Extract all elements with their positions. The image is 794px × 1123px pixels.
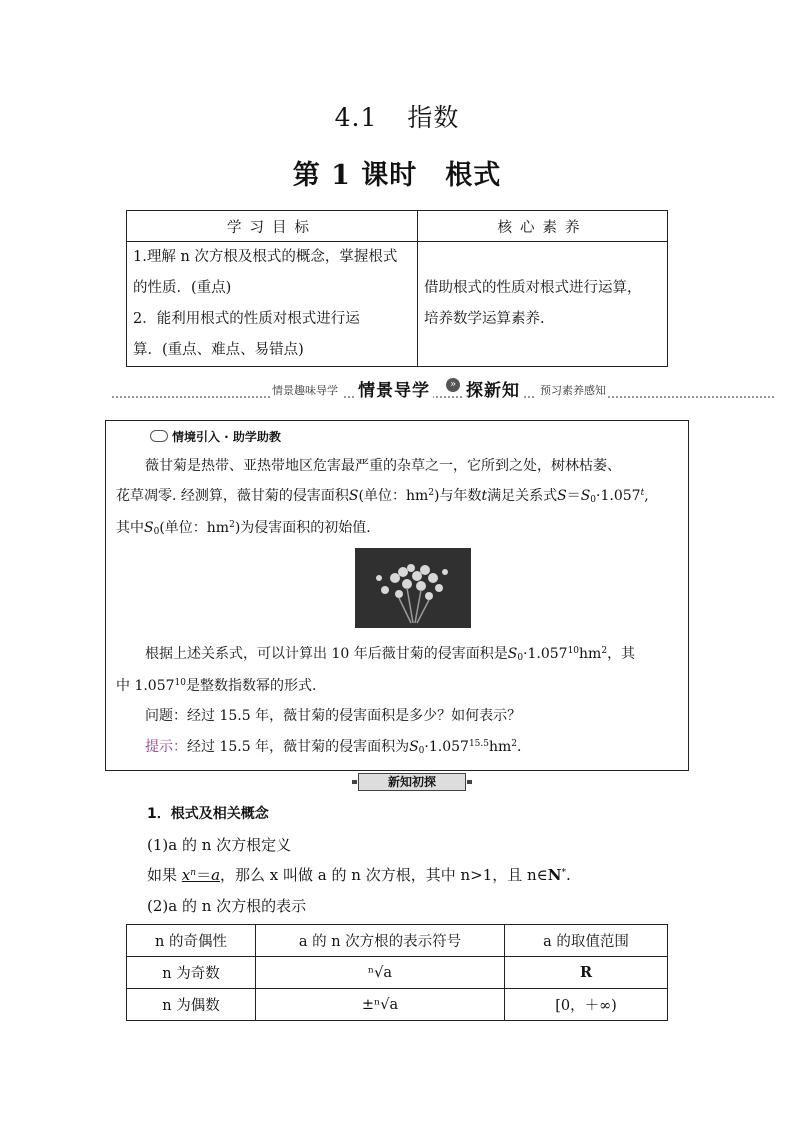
section-heading: 1．根式及相关概念 — [147, 806, 269, 822]
table-header-cell: a 的 n 次方根的表示符号 — [256, 925, 505, 957]
flower-photo — [355, 548, 471, 628]
intro-question: 问题：经过 15.5 年，薇甘菊的侵害面积是多少？如何表示？ — [145, 708, 522, 724]
banner-right-big: 探新知 — [463, 376, 523, 401]
intro-paragraph-line: 中 1.057$^{10}$是整数指数幂的形式. — [116, 678, 317, 694]
intro-paragraph-line: 根据上述关系式，可以计算出 10 年后薇甘菊的侵害面积是$S_0\cdot 1.057^{10}hm^2$，其 — [145, 646, 636, 663]
definition-line: 如果 $x^n=a$，那么 x 叫做 a 的 n 次方根，其中 n>1，且 n∈N*. — [147, 866, 571, 884]
goals-table — [126, 210, 668, 367]
chapter-title: 4.1 指数 — [334, 103, 460, 132]
new-knowledge-banner: 新知初探 — [358, 773, 466, 791]
goals-header: 学习目标 — [127, 211, 418, 242]
table-header-cell: n 的奇偶性 — [127, 925, 256, 957]
table-row — [127, 957, 668, 989]
subheading: (1)a 的 n 次方根定义 — [147, 836, 292, 854]
intro-paragraph-line: 薇甘菊是热带、亚热带地区危害最严重的杂草之一，它所到之处，树林枯萎、 — [145, 458, 621, 474]
table-cell: [0，＋∞) — [505, 989, 668, 1021]
intro-hint: 提示：经过 15.5 年，薇甘菊的侵害面积为$S_0\cdot 1.057^{15.5}hm^2$. — [145, 739, 522, 756]
table-cell: R — [505, 957, 668, 989]
literacy-cell: 借助根式的性质对根式进行运算， 培养数学运算素养. — [418, 242, 668, 367]
table-cell: ⁿ√a — [256, 957, 505, 989]
banner-left-small: 情景趣味导学 — [272, 382, 342, 398]
banner-right-small: 预习素养感知 — [536, 382, 606, 398]
table-header-cell: a 的取值范围 — [505, 925, 668, 957]
table-cell: n 为奇数 — [127, 957, 256, 989]
banner-left-big: 情景导学 — [355, 376, 433, 401]
table-row — [127, 989, 668, 1021]
intro-paragraph-line: 花草凋零. 经测算，薇甘菊的侵害面积S(单位：$hm^2$)与年数t满足关系式$S=S_0\cdot 1.057^t$, — [116, 488, 649, 505]
literacy-header: 核心素养 — [418, 211, 668, 242]
goals-cell: 1.理解 n 次方根及根式的概念，掌握根式 的性质．(重点) 2．能利用根式的性质对根式进行运 算．(重点、难点、易错点) — [127, 242, 418, 367]
section-banner — [112, 376, 774, 400]
roots-table — [126, 924, 668, 1021]
intro-paragraph-line: 其中$S_0$(单位：$hm^2$)为侵害面积的初始值. — [116, 520, 371, 537]
table-cell: ±ⁿ√a — [256, 989, 505, 1021]
table-cell: n 为偶数 — [127, 989, 256, 1021]
arrow-icon: » — [446, 378, 460, 392]
cloud-icon — [150, 430, 168, 442]
intro-heading: 情境引入 · 助学助教 — [150, 428, 281, 445]
subheading: (2)a 的 n 次方根的表示 — [147, 897, 307, 915]
lesson-title: 第 1 课时 根式 — [292, 160, 502, 191]
